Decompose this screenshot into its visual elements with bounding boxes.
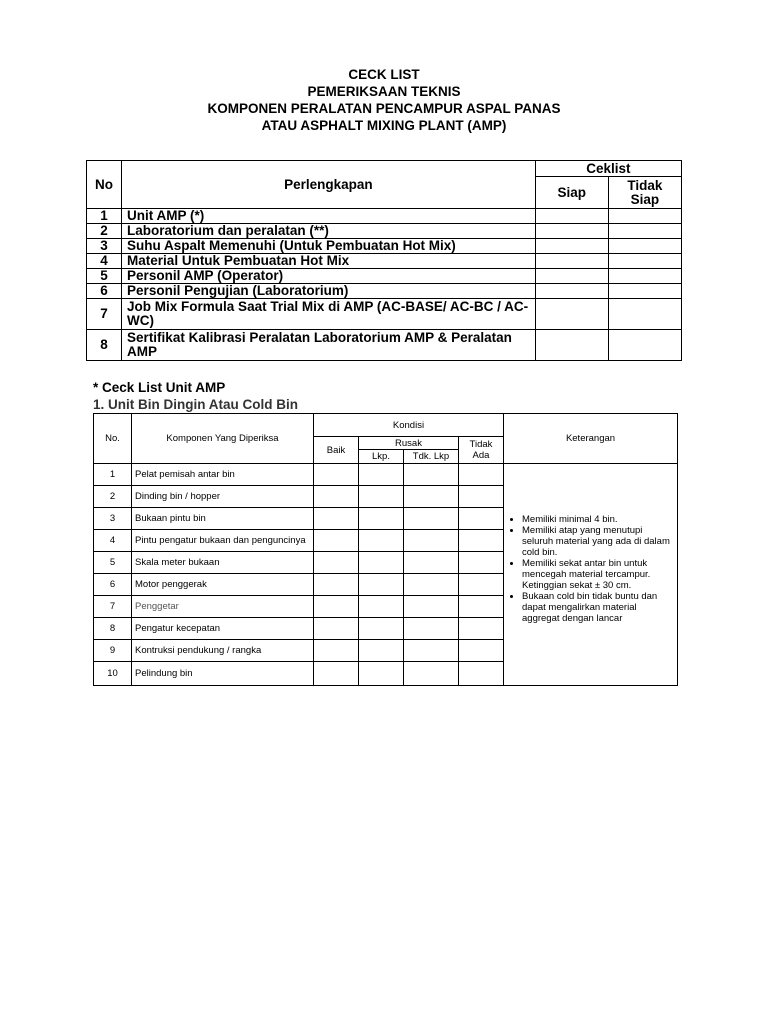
header-keterangan: Keterangan xyxy=(504,414,678,464)
tidak-ada-cell[interactable] xyxy=(459,486,504,508)
checklist-row xyxy=(87,239,682,254)
lkp-cell[interactable] xyxy=(359,618,404,640)
baik-cell[interactable] xyxy=(314,552,359,574)
header-perlengkapan: Perlengkapan xyxy=(122,161,536,209)
row-number: 2 xyxy=(87,224,122,239)
baik-cell[interactable] xyxy=(314,618,359,640)
tidak-siap-cell[interactable] xyxy=(608,224,681,239)
header-ceklist: Ceklist xyxy=(535,161,681,177)
header-siap: Siap xyxy=(535,177,608,209)
row-item: Suhu Aspalt Memenuhi (Untuk Pembuatan Hot Mix) xyxy=(122,239,536,254)
table-row xyxy=(94,464,678,486)
keterangan-item: • Bukaan cold bin tidak buntu dan dapat mengalirkan material aggregat dengan lancar xyxy=(522,591,673,624)
header-no: No. xyxy=(94,414,132,464)
row-number: 2 xyxy=(94,486,132,508)
row-number: 7 xyxy=(94,596,132,618)
lkp-cell[interactable] xyxy=(359,530,404,552)
lkp-cell[interactable] xyxy=(359,464,404,486)
keterangan-cell xyxy=(504,464,678,686)
tdk-lkp-cell[interactable] xyxy=(404,640,459,662)
header-tdk-lkp: Tdk. Lkp xyxy=(404,450,459,464)
row-number: 10 xyxy=(94,662,132,686)
tdk-lkp-cell[interactable] xyxy=(404,618,459,640)
keterangan-item: • Memiliki sekat antar bin untuk mencegah material tercampur. Ketinggian sekat ± 30 cm. xyxy=(522,558,673,591)
tidak-siap-cell[interactable] xyxy=(608,330,681,361)
row-item: Pintu pengatur bukaan dan penguncinya xyxy=(132,530,314,552)
header-tidak-siap-line1: Tidak xyxy=(627,177,663,193)
title-line-2: PEMERIKSAAN TEKNIS xyxy=(307,84,461,99)
row-number: 4 xyxy=(87,254,122,269)
siap-cell[interactable] xyxy=(535,269,608,284)
keterangan-list xyxy=(508,514,673,624)
checklist-row xyxy=(87,299,682,330)
row-number: 8 xyxy=(94,618,132,640)
checklist-row xyxy=(87,330,682,361)
row-item: Job Mix Formula Saat Trial Mix di AMP (AC-BASE/ AC-BC / AC-WC) xyxy=(122,299,536,330)
tidak-siap-cell[interactable] xyxy=(608,209,681,224)
checklist-row xyxy=(87,254,682,269)
header-tidak-ada xyxy=(459,437,504,464)
siap-cell[interactable] xyxy=(535,239,608,254)
tdk-lkp-cell[interactable] xyxy=(404,508,459,530)
row-item: Pengatur kecepatan xyxy=(132,618,314,640)
siap-cell[interactable] xyxy=(535,254,608,269)
baik-cell[interactable] xyxy=(314,574,359,596)
section-subtitle: * Ceck List Unit AMP xyxy=(93,380,226,395)
checklist-row xyxy=(87,284,682,299)
row-item: Laboratorium dan peralatan (**) xyxy=(122,224,536,239)
siap-cell[interactable] xyxy=(535,299,608,330)
siap-cell[interactable] xyxy=(535,224,608,239)
lkp-cell[interactable] xyxy=(359,596,404,618)
row-number: 7 xyxy=(87,299,122,330)
siap-cell[interactable] xyxy=(535,284,608,299)
row-item: Material Untuk Pembuatan Hot Mix xyxy=(122,254,536,269)
tdk-lkp-cell[interactable] xyxy=(404,486,459,508)
siap-cell[interactable] xyxy=(535,330,608,361)
row-number: 5 xyxy=(87,269,122,284)
tidak-siap-cell[interactable] xyxy=(608,254,681,269)
header-tidak-ada-line2: Ada xyxy=(472,450,490,461)
keterangan-item: • Memiliki minimal 4 bin. xyxy=(522,514,673,525)
baik-cell[interactable] xyxy=(314,508,359,530)
row-item: Sertifikat Kalibrasi Peralatan Laboratorium AMP & Peralatan AMP xyxy=(122,330,536,361)
keterangan-item: • Memiliki atap yang menutupi seluruh material yang ada di dalam cold bin. xyxy=(522,525,673,558)
document-title xyxy=(0,66,768,134)
tidak-siap-cell[interactable] xyxy=(608,284,681,299)
cold-bin-table xyxy=(93,413,678,686)
header-komponen: Komponen Yang Diperiksa xyxy=(132,414,314,464)
baik-cell[interactable] xyxy=(314,530,359,552)
baik-cell[interactable] xyxy=(314,464,359,486)
tidak-ada-cell[interactable] xyxy=(459,530,504,552)
tidak-siap-cell[interactable] xyxy=(608,299,681,330)
row-number: 5 xyxy=(94,552,132,574)
baik-cell[interactable] xyxy=(314,662,359,686)
tidak-ada-cell[interactable] xyxy=(459,596,504,618)
title-line-3: KOMPONEN PERALATAN PENCAMPUR ASPAL PANAS xyxy=(207,101,561,116)
row-number: 9 xyxy=(94,640,132,662)
tdk-lkp-cell[interactable] xyxy=(404,464,459,486)
section-heading: 1. Unit Bin Dingin Atau Cold Bin xyxy=(93,397,298,412)
header-baik: Baik xyxy=(314,437,359,464)
row-item: Bukaan pintu bin xyxy=(132,508,314,530)
tdk-lkp-cell[interactable] xyxy=(404,530,459,552)
checklist-row xyxy=(87,209,682,224)
tdk-lkp-cell[interactable] xyxy=(404,552,459,574)
header-tidak-siap-line2: Siap xyxy=(630,191,660,207)
row-number: 3 xyxy=(94,508,132,530)
lkp-cell[interactable] xyxy=(359,662,404,686)
lkp-cell[interactable] xyxy=(359,574,404,596)
row-item: Motor penggerak xyxy=(132,574,314,596)
tidak-ada-cell[interactable] xyxy=(459,508,504,530)
row-number: 4 xyxy=(94,530,132,552)
row-number: 3 xyxy=(87,239,122,254)
row-item: Pelindung bin xyxy=(132,662,314,686)
row-item: Unit AMP (*) xyxy=(122,209,536,224)
checklist-row xyxy=(87,224,682,239)
row-item: Penggetar xyxy=(132,596,314,618)
row-item: Kontruksi pendukung / rangka xyxy=(132,640,314,662)
title-line-4: ATAU ASPHALT MIXING PLANT (AMP) xyxy=(261,118,507,133)
row-item: Pelat pemisah antar bin xyxy=(132,464,314,486)
row-item: Dinding bin / hopper xyxy=(132,486,314,508)
lkp-cell[interactable] xyxy=(359,640,404,662)
tidak-ada-cell[interactable] xyxy=(459,574,504,596)
lkp-cell[interactable] xyxy=(359,552,404,574)
tidak-ada-cell[interactable] xyxy=(459,552,504,574)
header-lkp: Lkp. xyxy=(359,450,404,464)
row-item: Skala meter bukaan xyxy=(132,552,314,574)
row-item: Personil AMP (Operator) xyxy=(122,269,536,284)
checklist-row xyxy=(87,269,682,284)
tidak-ada-cell[interactable] xyxy=(459,618,504,640)
row-number: 6 xyxy=(94,574,132,596)
row-number: 1 xyxy=(87,209,122,224)
lkp-cell[interactable] xyxy=(359,486,404,508)
header-rusak: Rusak xyxy=(359,437,459,450)
tidak-ada-cell[interactable] xyxy=(459,640,504,662)
tdk-lkp-cell[interactable] xyxy=(404,662,459,686)
baik-cell[interactable] xyxy=(314,486,359,508)
header-no: No xyxy=(87,161,122,209)
siap-cell[interactable] xyxy=(535,209,608,224)
tidak-siap-cell[interactable] xyxy=(608,239,681,254)
row-number: 6 xyxy=(87,284,122,299)
tidak-ada-cell[interactable] xyxy=(459,464,504,486)
baik-cell[interactable] xyxy=(314,596,359,618)
row-item: Personil Pengujian (Laboratorium) xyxy=(122,284,536,299)
title-line-1: CECK LIST xyxy=(348,67,420,82)
tidak-siap-cell[interactable] xyxy=(608,269,681,284)
tdk-lkp-cell[interactable] xyxy=(404,574,459,596)
baik-cell[interactable] xyxy=(314,640,359,662)
checklist-table xyxy=(86,160,682,361)
header-tidak-ada-line1: Tidak xyxy=(469,439,493,450)
tidak-ada-cell[interactable] xyxy=(459,662,504,686)
tdk-lkp-cell[interactable] xyxy=(404,596,459,618)
row-number: 8 xyxy=(87,330,122,361)
row-number: 1 xyxy=(94,464,132,486)
header-tidak-siap xyxy=(608,177,681,209)
header-kondisi: Kondisi xyxy=(314,414,504,437)
lkp-cell[interactable] xyxy=(359,508,404,530)
